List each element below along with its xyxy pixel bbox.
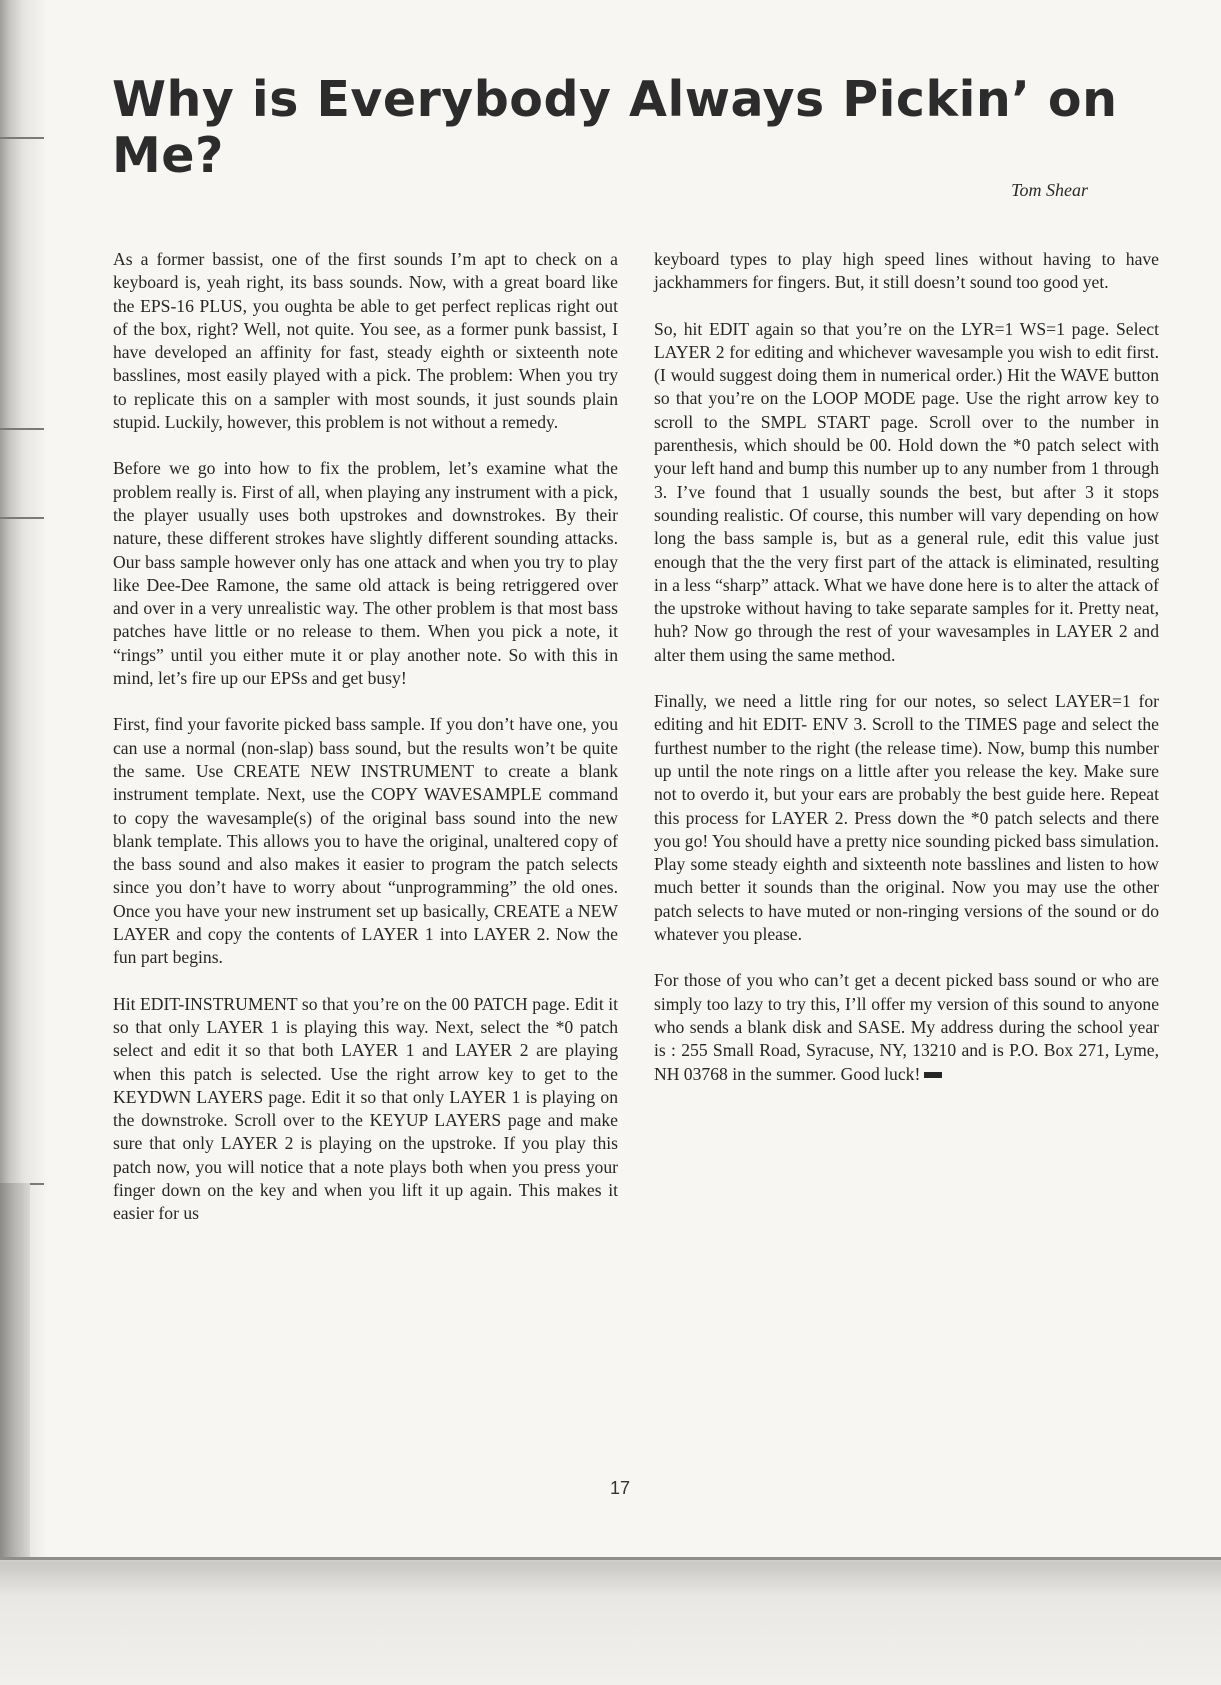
paragraph: Before we go into how to fix the problem, let’s examine what the problem really is. First of all, when playing any instrument with a pick, the player usually uses both upstrokes and downstrokes. By their nature, these different strokes have slightly different sounding attacks. Our bass sample however only has one attack and when you try to play like Dee-Dee Ramone, the same old attack is being retriggered over and over in a very unrealistic way. The other problem is that most bass patches have little or no release to them. When you pick a note, it “rings” until you either mute it or play another note. So with this in mind, let’s fire up our EPSs and get busy!: [113, 458, 618, 689]
paragraph: Hit EDIT-INSTRUMENT so that you’re on the 00 PATCH page. Edit it so that only LAYER 1 is playing this way. Next, select the *0 patch select and edit it so that both LAYER 1 and LAYER 2 are playing when this patch is selected. Use the right arrow key to get to the KEYDWN LAYERS page. Edit it so that only LAYER 1 is playing on the downstroke. Scroll over to the KEYUP LAYERS page and make sure that only LAYER 2 is playing on the upstroke. If you play this patch now, you will notice that a note plays both when you press your finger down on the key and when you lift it up again. This makes it easier for us: [113, 993, 618, 1224]
paragraph: First, find your favorite picked bass sample. If you don’t have one, you can use a normal (non-slap) bass sound, but the results won’t be quite the same. Use CREATE NEW INSTRUMENT to create a blank instrument template. Next, use the COPY WAVESAMPLE command to copy the wavesample(s) of the original bass sound into the new blank template. This allows you to have the original, unaltered copy of the bass sound and also makes it easier to program the patch selects since you don’t have to worry about “unprogramming” the old ones. Once you have your new instrument set up basically, CREATE a NEW LAYER and copy the contents of LAYER 1 into LAYER 2. Now the fun part begins.: [113, 714, 618, 968]
right-text-column: [654, 248, 1159, 1109]
binding-mark: [0, 137, 44, 139]
binding-mark: [0, 517, 44, 519]
page-number: 17: [609, 1478, 631, 1498]
paragraph: Finally, we need a little ring for our notes, so select LAYER=1 for editing and hit EDIT- ENV 3. Scroll to the TIMES page and select the furthest number to the right (the release time). Now, bump this number up until the note rings on a little after you release the key. Make sure not to overdo it, but your ears are probably the best guide here. Repeat this process for LAYER 2. Press down the *0 patch selects and there you go! You should have a pretty nice sounding picked bass simulation. Play some steady eighth and sixteenth note basslines and listen to how much better it sounds than the original. Now you may use the other patch selects to have muted or non-ringing versions of the sound or do whatever you please.: [654, 691, 1159, 945]
end-of-article-mark: [924, 1072, 942, 1078]
bottom-page-shadow: [0, 1557, 1221, 1685]
bottom-page-edge: [0, 1557, 1221, 1560]
article-title: Why is Everybody Always Pickin’ on Me?: [112, 71, 1118, 184]
binding-mark: [0, 428, 44, 430]
closing-paragraph-text: For those of you who can’t get a decent picked bass sound or who are simply too lazy to try this, I’ll offer my version of this sound to anyone who sends a blank disk and SASE. My address during the school year is : 255 Small Road, Syracuse, NY, 13210 and is P.O. Box 271, Lyme, NH 03768 in the summer. Good luck!: [654, 970, 1159, 1084]
left-text-column: [113, 248, 618, 1249]
paragraph: keyboard types to play high speed lines without having to have jackhammers for fingers. But, it still doesn’t sound too good yet.: [654, 249, 1159, 293]
paragraph: As a former bassist, one of the first sounds I’m apt to check on a keyboard is, yeah right, its bass sounds. Now, with a great board like the EPS-16 PLUS, you oughta be able to get perfect replicas right out of the box, right? Well, not quite. You see, as a former punk bassist, I have developed an affinity for fast, steady eighth or sixteenth note basslines, most easily played with a pick. The problem: When you try to replicate this on a sampler with most sounds, it just sounds plain stupid. Luckily, however, this problem is not without a remedy.: [113, 249, 618, 433]
author-byline: Tom Shear: [1011, 180, 1088, 200]
closing-paragraph: [654, 969, 1159, 1085]
paragraph: So, hit EDIT again so that you’re on the LYR=1 WS=1 page. Select LAYER 2 for editing and whichever wavesample you wish to edit first. (I would suggest doing them in numerical order.) Hit the WAVE button so that you’re on the LOOP MODE page. Use the right arrow key to scroll to the SMPL START page. Scroll over to the number in parenthesis, which should be 00. Hold down the *0 patch select with your left hand and bump this number up to any number from 1 through 3. I’ve found that 1 usually sounds the best, but after 3 it stops sounding realistic. Of course, this number will vary depending on how long the bass sample is, but as a general rule, edit this value just enough that the the very first part of the attack is eliminated, resulting in a less “sharp” attack. What we have done here is to alter the attack of the upstroke without having to take separate samples for it. Pretty neat, huh? Now go through the rest of your wavesamples in LAYER 2 and alter them using the same method.: [654, 318, 1159, 665]
